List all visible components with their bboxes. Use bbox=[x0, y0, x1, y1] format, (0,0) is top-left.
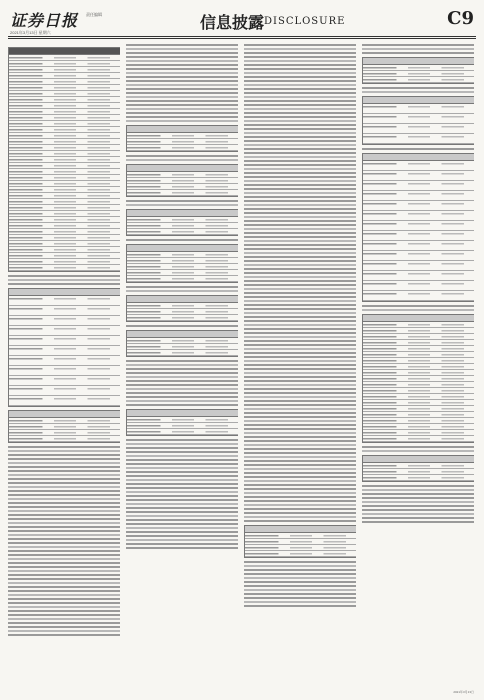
column-2 bbox=[126, 44, 238, 684]
financial-table bbox=[126, 295, 238, 322]
financial-table bbox=[126, 330, 238, 357]
financial-table bbox=[126, 125, 238, 152]
financial-table bbox=[362, 314, 474, 443]
financial-table bbox=[126, 409, 238, 436]
newspaper-logo: 证券日报 bbox=[10, 11, 79, 30]
financial-table bbox=[8, 47, 120, 272]
page-number: C9 bbox=[447, 8, 474, 29]
header-rule bbox=[8, 36, 476, 37]
column-3 bbox=[244, 44, 356, 684]
financial-table bbox=[362, 153, 474, 302]
financial-table bbox=[126, 164, 238, 197]
footer-date: 2021年3月13日 bbox=[453, 690, 474, 694]
header-rule-thin bbox=[8, 38, 476, 39]
masthead bbox=[0, 0, 484, 40]
financial-table bbox=[126, 244, 238, 283]
financial-table bbox=[8, 288, 120, 407]
column-1 bbox=[8, 44, 120, 684]
column-4 bbox=[362, 44, 474, 684]
financial-table bbox=[362, 455, 474, 482]
section-title: 信息披露 bbox=[200, 13, 265, 32]
issue-date: 2021年3月13日 星期六 bbox=[10, 30, 51, 35]
financial-table bbox=[126, 209, 238, 236]
financial-table bbox=[244, 525, 356, 558]
financial-table bbox=[362, 57, 474, 84]
financial-table bbox=[8, 410, 120, 443]
financial-table bbox=[362, 96, 474, 145]
section-subtitle: DISCLOSURE bbox=[264, 16, 346, 27]
editor-meta: 责任编辑 bbox=[86, 12, 102, 17]
